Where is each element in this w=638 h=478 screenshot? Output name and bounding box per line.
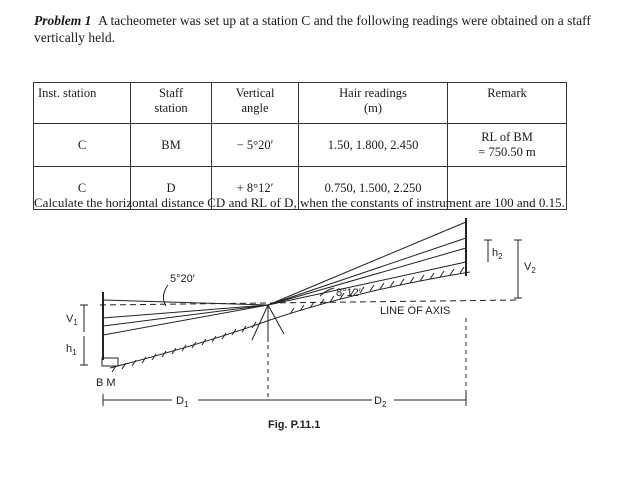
question-text: Calculate the horizontal distance CD and RL of D, when the constants of instrument are 100 and 0.15. — [34, 195, 565, 210]
cell-hair: 0.750, 1.500, 2.250 — [299, 167, 448, 210]
header-label: station — [154, 101, 188, 115]
angle-right-label: 8°12′ — [336, 287, 361, 299]
cell-angle: + 8°12′ — [212, 167, 299, 210]
ray-left-mid — [103, 305, 268, 318]
v1-label: $V_1$ — [66, 313, 78, 327]
header-label: Staff — [158, 86, 184, 100]
bm-block — [102, 358, 118, 366]
remark-line: = 750.50 m — [478, 145, 536, 159]
header-label: Vertical — [235, 86, 275, 100]
cell-inst: C — [34, 124, 131, 167]
v2-label: $V_2$ — [524, 261, 536, 275]
line-of-sight — [100, 300, 520, 305]
header-label: (m) — [363, 101, 383, 115]
ray-left-axis — [103, 305, 268, 326]
ray-right-3 — [268, 248, 466, 305]
problem-text: A tacheometer was set up at a station C and the following readings were obtained on a staff vertically held. — [34, 13, 591, 45]
header-label: Hair readings — [339, 86, 407, 100]
angle-arc-left — [163, 285, 168, 306]
d2-label: $D_2$ — [374, 395, 387, 409]
tripod-leg — [252, 305, 268, 340]
header-label: angle — [241, 101, 269, 115]
ray-right-bottom — [268, 262, 466, 305]
axis-label: LINE OF AXIS — [380, 305, 451, 317]
cell-inst: C — [34, 167, 131, 210]
cell-staff: D — [131, 167, 212, 210]
figure-caption: Fig. P.11.1 — [268, 419, 321, 431]
bm-label: B M — [96, 377, 116, 389]
h1-label: $h_1$ — [66, 343, 77, 357]
ray-right-2 — [268, 238, 466, 305]
remark-line: RL of BM — [481, 130, 533, 144]
d1-label: $D_1$ — [176, 395, 189, 409]
h2-label: $h_2$ — [492, 247, 503, 261]
angle-left-label: 5°20′ — [170, 273, 195, 285]
header-label: Remark — [487, 86, 527, 100]
problem-label: Problem 1 — [34, 13, 92, 28]
cell-staff: BM — [131, 124, 212, 167]
header-label: Inst. station — [38, 86, 97, 100]
cell-angle: − 5°20′ — [212, 124, 299, 167]
cell-hair: 1.50, 1.800, 2.450 — [299, 124, 448, 167]
